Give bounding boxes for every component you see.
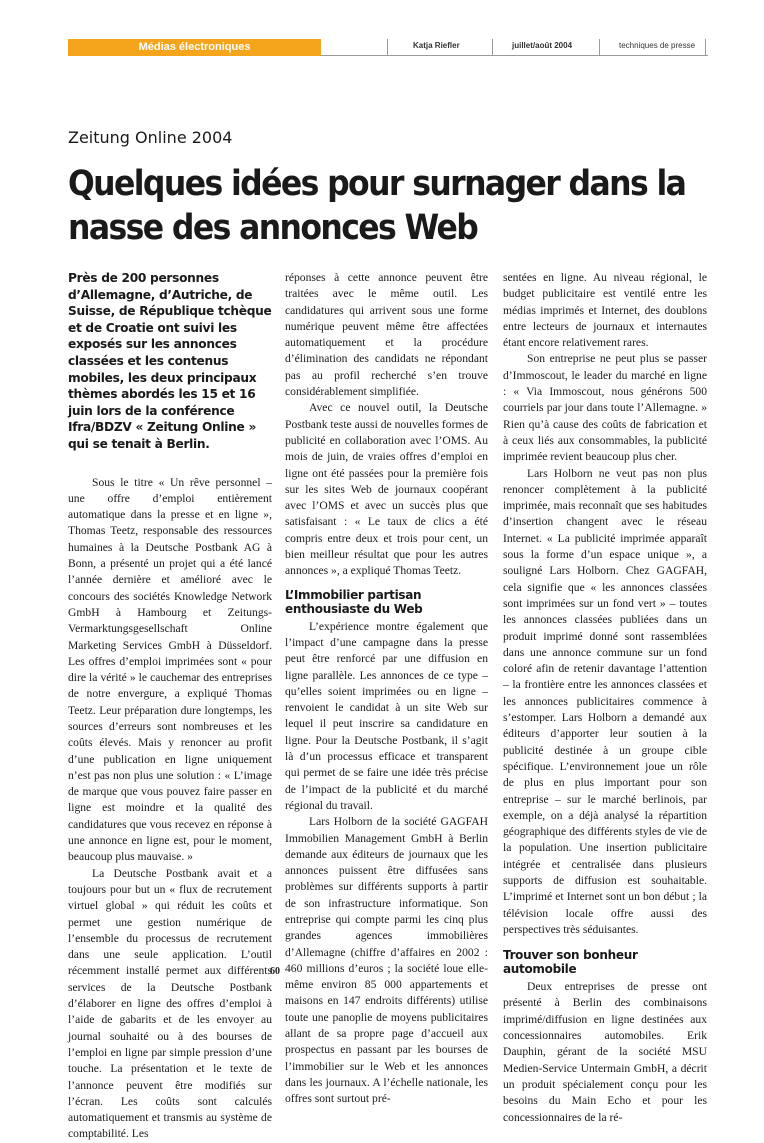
running-header (68, 39, 708, 57)
column-2 (285, 270, 488, 1108)
body-paragraph: Lars Holborn ne veut pas non plus renoncer complètement à la publicité imprimée, mais reconnaît que ses habitudes d’insertion changent avec le réseau Internet. « La publicité imprimée apparaît sous la forme d’un espace unique », a souligné Lars Holborn. Chez GAGFAH, cela signifie que « les annonces classées sont imprimées sur un fond vert » – toutes les annonces classées publiées dans un produit imprimé donné sont rassemblées dans une annonce commune sur un fond coloré afin de retenir davantage l’attention – la frontière entre les annonces classées et les annonces publicitaires commence à s’estomper. Lars Holborn a demandé aux éditeurs d’apporter leur soutien à la publicité destinée à un groupe cible spécifique. L’environnement joue un rôle de plus en plus important pour son entreprise – sur le marché berlinois, par exemple, on a déjà analysé la répartition géographique des différents styles de vie de la population. Une insertion publicitaire intégrée et centralisée dans plusieurs supports de diffusion est souhaitable. L’imprimé et Internet sont un bon début ; la télévision locale offre aussi des perspectives très séduisantes. (503, 466, 707, 936)
body-paragraph: La Deutsche Postbank avait et a toujours pour but un « flux de recrutement virtuel global » qui réduit les coûts et permet une gestion numérique de l’ensemble du processus de recrutement dans une seule application. L’outil récemment installé permet aux différents services de la Deutsche Postbank d’élaborer en ligne des offres d’emploi à l’aide de gabarits et de les envoyer au journal souhaité ou à des bourses de l’emploi en ligne par simple pression d’une touche. La présentation et le texte de l’annonce peuvent être modifiés sur l’écran. Les coûts sont calculés automatiquement et transmis au système de comptabilité. Les (68, 866, 272, 1141)
header-separator (599, 39, 600, 56)
article-lead: Près de 200 personnes d’Allemagne, d’Autriche, de Suisse, de République tchèque et de Croatie ont suivi les exposés sur les annonces classées et les contenus mobiles, les deux principaux thèmes abordés les 15 et 16 juin lors de la conférence Ifra/BDZV « Zeitung Online » qui se tenait à Berlin. (68, 271, 272, 451)
header-separator (492, 39, 493, 56)
body-paragraph: Lars Holborn de la société GAGFAH Immobilien Management GmbH à Berlin demande aux éditeurs de journaux que les annonces puissent être diffusées sans problèmes sur différents supports à partir de son infrastructure informatique. Son entreprise qui compte parmi les cinq plus grandes agences immobilières d’Allemagne (chiffre d’affaires en 2002 : 460 millions d’euros ; la société loue elle-même environ 85 000 appartements et maisons en 147 endroits différents) utilise toute une panoplie de moyens publicitaires allant de sa propre page d’accueil aux prospectus en passant par les bourses de l’immobilier sur le Web et les annonces dans les journaux. A l’échelle nationale, les offres sont surtout pré- (285, 815, 488, 1106)
page-number: 60 (270, 966, 280, 977)
body-paragraph: L’expérience montre également que l’impact d’une campagne dans la presse peut être renforcé par une diffusion en ligne parallèle. Les annonces de ce type – qu’elles soient imprimées ou en ligne – renvoient le candidat à un site Web sur lequel il peut inscrire sa candidature en ligne. Pour la Deutsche Postbank, il s’agit là d’un processus efficace et transparent qui permet de se faire une idée très précise de l’impact de la publicité et du marché régional du travail. (285, 619, 488, 812)
body-paragraph: sentées en ligne. Au niveau régional, le budget publicitaire est ventilé entre les médias imprimés et Internet, des doublons entre lecteurs de journaux et internautes étant encore relativement rares. (503, 271, 707, 350)
body-paragraph: Deux entreprises de presse ont présenté à Berlin des combinaisons imprimé/diffusion en ligne destinées aux concessionnaires automobiles. Erik Dauphin, gérant de la société MSU Medien-Service Untermain GmbH, a décrit un produit spécialement conçu pour les besoins du Main Echo et pour les concessionnaires de la ré- (503, 980, 707, 1124)
header-author: Katja Riefler (413, 41, 460, 50)
body-paragraph: Son entreprise ne peut plus se passer d’Immoscout, le leader du marché en ligne : « Via Immoscout, nous générons 500 courriels par jour dans toute l’Allemagne. » Rien qu’à cause des coûts de fabrication et à ceux liés aux consommables, la publicité imprimée revient beaucoup plus cher. (503, 352, 707, 464)
section-heading: Trouver son bonheur automobile (503, 948, 638, 977)
column-3 (503, 270, 707, 1126)
header-separator (387, 39, 388, 56)
section-rubric: Médias électroniques (68, 39, 321, 56)
header-rule (321, 55, 708, 56)
body-paragraph: Avec ce nouvel outil, la Deutsche Postbank teste aussi de nouvelles formes de publicité en collaboration avec l’OMS. Au mois de juin, de vraies offres d’emploi en ligne ont été passées pour la première fois sur les sites Web de journaux coopérant avec l’OMS et avec un succès plus que satisfaisant : « Le taux de clics a été compris entre deux et trois pour cent, un bien meilleur résultat que pour les autres annonces », a expliqué Thomas Teetz. (285, 401, 488, 578)
header-publication: techniques de presse (619, 41, 696, 50)
section-heading: L’Immobilier partisan enthousiaste du Web (285, 587, 423, 616)
body-paragraph: réponses à cette annonce peuvent être traitées avec le même outil. Les candidatures qui arrivent sous une forme numérique peuvent même être affectées automatiquement et la procédure d’élimination des candidats ne répondant pas au profil recherché s’en trouve considérablement simplifiée. (285, 271, 488, 399)
column-1 (68, 270, 272, 1143)
header-date: juillet/août 2004 (512, 41, 573, 50)
article-kicker: Zeitung Online 2004 (68, 128, 233, 147)
article-title: Quelques idées pour surnager dans la nasse des annonces Web (68, 164, 686, 248)
body-paragraph: Sous le titre « Un rêve personnel – une offre d’emploi entièrement automatique dans la presse et en ligne », Thomas Teetz, responsable des ressources humaines à la Deutsche Postbank AG à Bonn, a présenté un projet qui a été lancé l’année dernière et amélioré avec le concours des sociétés Knowledge Network GmbH à Hambourg et Zeitungs-Vermarktungsgesellschaft Online Marketing Services GmbH à Düsseldorf. Les offres d’emploi imprimées sont « pour dire la vérité » le cauchemar des entreprises de notre envergure, a expliqué Thomas Teetz. Leur préparation dure longtemps, les sources d’erreurs sont nombreuses et les coûts élevés. Mais y renoncer au profit d’une publication en ligne uniquement n’est pas non plus une solution : « L’image de marque que vous pouvez faire passer en ligne est moindre et la qualité des candidatures que vous recevez en réponse à une annonce en ligne est, pour le moment, beaucoup plus mauvaise. » (68, 475, 272, 864)
header-separator (705, 39, 706, 56)
